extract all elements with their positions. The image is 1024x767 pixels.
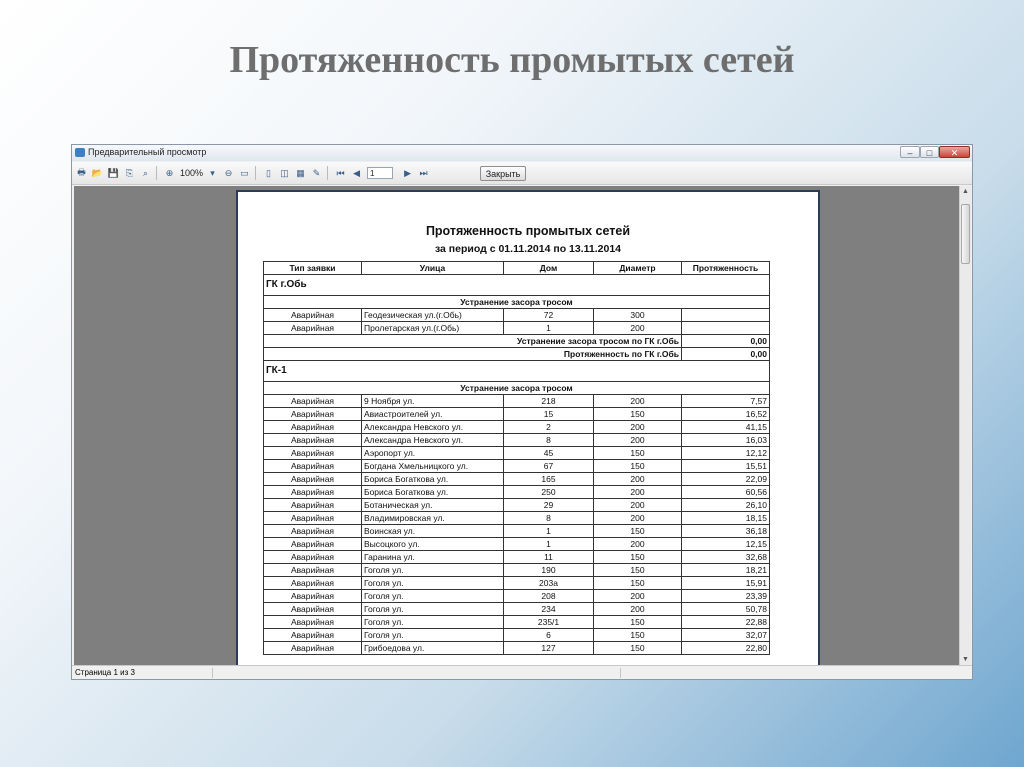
street-cell: 9 Ноября ул. [362, 395, 504, 408]
house-cell: 190 [504, 564, 594, 577]
scroll-thumb[interactable] [961, 204, 970, 264]
house-cell: 45 [504, 447, 594, 460]
street-cell: Гоголя ул. [362, 616, 504, 629]
house-cell: 8 [504, 434, 594, 447]
scroll-up-icon[interactable]: ▲ [962, 188, 969, 195]
length-cell: 15,51 [682, 460, 770, 473]
length-cell: 18,15 [682, 512, 770, 525]
edit-icon[interactable]: ✎ [312, 167, 321, 178]
length-cell: 15,91 [682, 577, 770, 590]
request-type-cell: Аварийная [264, 408, 362, 421]
minimize-button[interactable]: ‒ [900, 146, 920, 158]
length-cell: 26,10 [682, 499, 770, 512]
page-status: Страница 1 из 3 [75, 668, 135, 677]
group-row [264, 361, 770, 382]
length-cell [682, 309, 770, 322]
request-type-cell: Аварийная [264, 577, 362, 590]
table-row [264, 642, 770, 655]
diameter-cell: 150 [594, 408, 682, 421]
group-name: ГК г.Обь [264, 275, 770, 296]
house-cell: 165 [504, 473, 594, 486]
first-page-icon[interactable]: ⏮ [336, 167, 345, 178]
table-header-row [264, 262, 770, 275]
street-cell: Высоцкого ул. [362, 538, 504, 551]
length-cell: 23,39 [682, 590, 770, 603]
zoom-out-icon[interactable]: ⊖ [224, 167, 233, 178]
maximize-button[interactable]: □ [920, 146, 939, 158]
request-type-cell: Аварийная [264, 486, 362, 499]
request-type-cell: Аварийная [264, 642, 362, 655]
column-header: Дом [504, 262, 594, 275]
prev-page-icon[interactable]: ◀ [353, 167, 360, 178]
length-cell: 22,09 [682, 473, 770, 486]
length-cell [682, 322, 770, 335]
diameter-cell: 200 [594, 322, 682, 335]
house-cell: 1 [504, 525, 594, 538]
request-type-cell: Аварийная [264, 590, 362, 603]
table-row [264, 421, 770, 434]
close-window-button[interactable]: ✕ [939, 146, 970, 158]
request-type-cell: Аварийная [264, 322, 362, 335]
table-row [264, 408, 770, 421]
table-row [264, 551, 770, 564]
house-cell: 29 [504, 499, 594, 512]
preview-window [71, 144, 973, 680]
length-cell: 41,15 [682, 421, 770, 434]
table-row [264, 590, 770, 603]
house-cell: 203а [504, 577, 594, 590]
length-cell: 16,52 [682, 408, 770, 421]
request-type-cell: Аварийная [264, 512, 362, 525]
table-row [264, 577, 770, 590]
column-header: Улица [362, 262, 504, 275]
report-page [236, 190, 820, 665]
table-row [264, 564, 770, 577]
diameter-cell: 200 [594, 395, 682, 408]
column-header: Тип заявки [264, 262, 362, 275]
street-cell: Пролетарская ул.(г.Обь) [362, 322, 504, 335]
length-cell: 32,07 [682, 629, 770, 642]
diameter-cell: 150 [594, 525, 682, 538]
street-cell: Гоголя ул. [362, 629, 504, 642]
preview-area[interactable] [74, 186, 961, 665]
status-bar [72, 665, 972, 679]
export-icon[interactable]: ⎘ [125, 167, 134, 178]
diameter-cell: 150 [594, 551, 682, 564]
table-row [264, 616, 770, 629]
house-cell: 1 [504, 538, 594, 551]
app-icon [75, 148, 85, 157]
table-row [264, 486, 770, 499]
save-icon[interactable]: 💾 [107, 167, 120, 178]
group-row [264, 275, 770, 296]
two-pages-icon[interactable]: ◫ [280, 167, 289, 178]
table-row [264, 434, 770, 447]
single-page-icon[interactable]: ▯ [266, 167, 271, 178]
table-row [264, 473, 770, 486]
table-row [264, 603, 770, 616]
scroll-down-icon[interactable]: ▼ [962, 656, 969, 663]
request-type-cell: Аварийная [264, 460, 362, 473]
open-icon[interactable]: 📂 [91, 167, 104, 178]
toolbar-separator [156, 166, 157, 180]
street-cell: Гоголя ул. [362, 564, 504, 577]
house-cell: 8 [504, 512, 594, 525]
request-type-cell: Аварийная [264, 616, 362, 629]
street-cell: Богдана Хмельницкого ул. [362, 460, 504, 473]
length-cell: 16,03 [682, 434, 770, 447]
street-cell: Гоголя ул. [362, 577, 504, 590]
column-header: Диаметр [594, 262, 682, 275]
chevron-down-icon[interactable]: ▾ [210, 167, 215, 178]
table-row [264, 525, 770, 538]
diameter-cell: 200 [594, 538, 682, 551]
report-title: Протяженность промытых сетей [425, 224, 631, 238]
diameter-cell: 200 [594, 512, 682, 525]
zoom-in-icon[interactable]: ⊕ [165, 167, 174, 178]
house-cell: 218 [504, 395, 594, 408]
street-cell: Авиастроителей ул. [362, 408, 504, 421]
diameter-cell: 150 [594, 629, 682, 642]
street-cell: Бориса Богаткова ул. [362, 473, 504, 486]
report-period: за период с 01.11.2014 по 13.11.2014 [434, 243, 622, 255]
section-row [264, 296, 770, 309]
house-cell: 1 [504, 322, 594, 335]
street-cell: Гаранина ул. [362, 551, 504, 564]
request-type-cell: Аварийная [264, 473, 362, 486]
request-type-cell: Аварийная [264, 603, 362, 616]
length-cell: 22,80 [682, 642, 770, 655]
section-row [264, 382, 770, 395]
subtotal-value: 0,00 [682, 335, 770, 348]
table-row [264, 512, 770, 525]
request-type-cell: Аварийная [264, 499, 362, 512]
request-type-cell: Аварийная [264, 538, 362, 551]
toolbar-separator [255, 166, 256, 180]
total-value: 0,00 [682, 348, 770, 361]
subtotal-label: Устранение засора тросом по ГК г.Обь [264, 335, 682, 348]
street-cell: Воинская ул. [362, 525, 504, 538]
house-cell: 72 [504, 309, 594, 322]
diameter-cell: 200 [594, 421, 682, 434]
toolbar-separator [327, 166, 328, 180]
diameter-cell: 200 [594, 603, 682, 616]
house-cell: 11 [504, 551, 594, 564]
section-name: Устранение засора тросом [264, 296, 770, 309]
house-cell: 127 [504, 642, 594, 655]
diameter-cell: 300 [594, 309, 682, 322]
zoom-select[interactable]: 100% [180, 168, 204, 178]
street-cell: Бориса Богаткова ул. [362, 486, 504, 499]
table-row [264, 322, 770, 335]
vertical-scrollbar[interactable] [959, 186, 971, 665]
table-row [264, 395, 770, 408]
section-name: Устранение засора тросом [264, 382, 770, 395]
toolbar [72, 162, 972, 185]
request-type-cell: Аварийная [264, 309, 362, 322]
house-cell: 15 [504, 408, 594, 421]
last-page-icon[interactable]: ⏭ [419, 167, 428, 178]
length-cell: 60,56 [682, 486, 770, 499]
request-type-cell: Аварийная [264, 447, 362, 460]
table-row [264, 499, 770, 512]
house-cell: 234 [504, 603, 594, 616]
request-type-cell: Аварийная [264, 421, 362, 434]
request-type-cell: Аварийная [264, 395, 362, 408]
request-type-cell: Аварийная [264, 434, 362, 447]
diameter-cell: 150 [594, 460, 682, 473]
subtotal-row [264, 335, 770, 348]
diameter-cell: 150 [594, 642, 682, 655]
street-cell: Геодезическая ул.(г.Обь) [362, 309, 504, 322]
house-cell: 67 [504, 460, 594, 473]
window-titlebar [72, 145, 972, 161]
diameter-cell: 150 [594, 564, 682, 577]
request-type-cell: Аварийная [264, 551, 362, 564]
diameter-cell: 150 [594, 447, 682, 460]
page-width-icon[interactable]: ▭ [240, 167, 249, 178]
table-row [264, 460, 770, 473]
length-cell: 12,15 [682, 538, 770, 551]
length-cell: 12,12 [682, 447, 770, 460]
street-cell: Гоголя ул. [362, 590, 504, 603]
street-cell: Александра Невского ул. [362, 421, 504, 434]
diameter-cell: 200 [594, 434, 682, 447]
house-cell: 6 [504, 629, 594, 642]
total-row [264, 348, 770, 361]
total-label: Протяженность по ГК г.Обь [264, 348, 682, 361]
diameter-cell: 200 [594, 499, 682, 512]
table-row [264, 447, 770, 460]
street-cell: Гоголя ул. [362, 603, 504, 616]
request-type-cell: Аварийная [264, 525, 362, 538]
report-table [263, 261, 770, 655]
next-page-icon[interactable]: ▶ [404, 167, 411, 178]
diameter-cell: 150 [594, 577, 682, 590]
diameter-cell: 200 [594, 486, 682, 499]
table-row [264, 309, 770, 322]
length-cell: 7,57 [682, 395, 770, 408]
column-header: Протяженность [682, 262, 770, 275]
find-icon[interactable]: ⌕ [142, 167, 149, 178]
multi-page-icon[interactable]: ▦ [296, 167, 305, 178]
diameter-cell: 200 [594, 473, 682, 486]
group-name: ГК-1 [264, 361, 770, 382]
house-cell: 235/1 [504, 616, 594, 629]
street-cell: Александра Невского ул. [362, 434, 504, 447]
house-cell: 2 [504, 421, 594, 434]
length-cell: 22,88 [682, 616, 770, 629]
diameter-cell: 200 [594, 590, 682, 603]
street-cell: Владимировская ул. [362, 512, 504, 525]
window-title: Предварительный просмотр [88, 147, 207, 157]
length-cell: 36,18 [682, 525, 770, 538]
request-type-cell: Аварийная [264, 564, 362, 577]
slide-title: Протяженность промытых сетей [229, 39, 795, 81]
street-cell: Аэропорт ул. [362, 447, 504, 460]
length-cell: 50,78 [682, 603, 770, 616]
length-cell: 32,68 [682, 551, 770, 564]
request-type-cell: Аварийная [264, 629, 362, 642]
street-cell: Ботаническая ул. [362, 499, 504, 512]
street-cell: Грибоедова ул. [362, 642, 504, 655]
table-row [264, 538, 770, 551]
print-icon[interactable]: 🖶 [77, 167, 86, 177]
status-divider [620, 668, 621, 678]
length-cell: 18,21 [682, 564, 770, 577]
page-number-input[interactable]: 1 [367, 167, 393, 179]
house-cell: 208 [504, 590, 594, 603]
close-button[interactable]: Закрыть [480, 166, 526, 181]
house-cell: 250 [504, 486, 594, 499]
table-row [264, 629, 770, 642]
diameter-cell: 150 [594, 616, 682, 629]
status-divider [212, 668, 213, 678]
